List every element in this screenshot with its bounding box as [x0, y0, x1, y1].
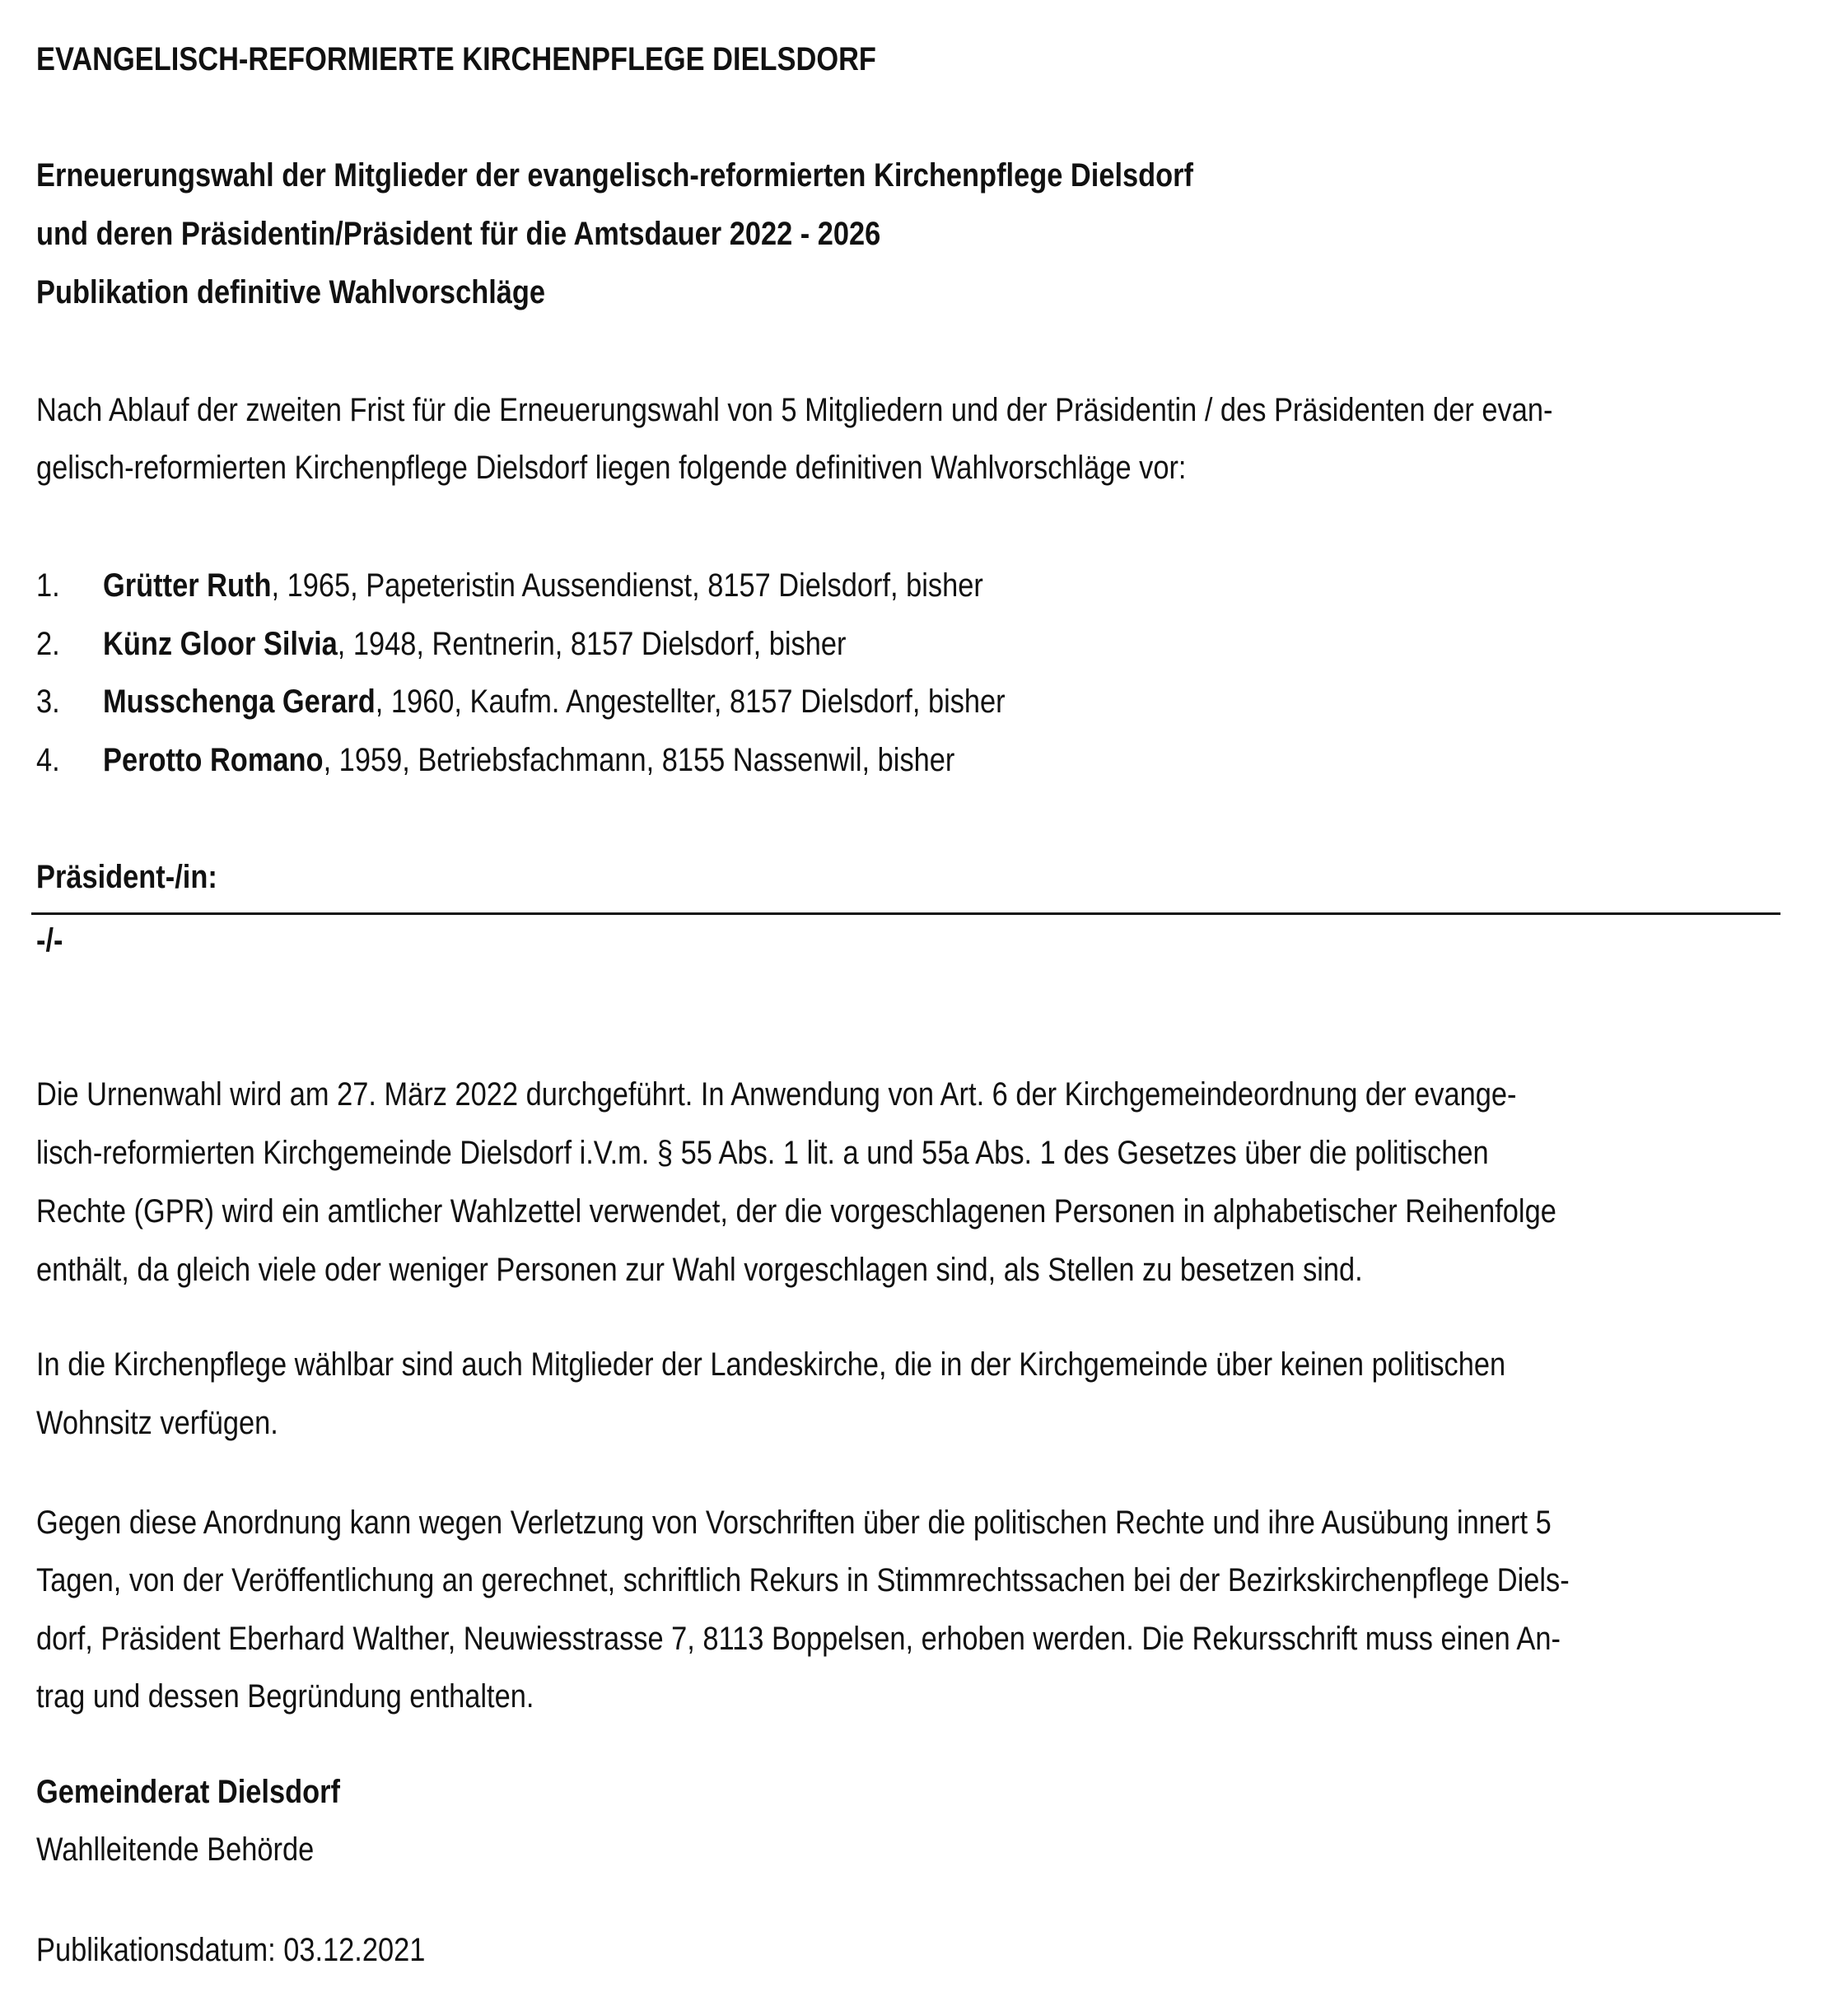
president-value: -/-: [36, 922, 63, 959]
candidate-entry: [103, 621, 846, 667]
candidate-details: , 1965, Papeteristin Aussendienst, 8157 Dielsdorf, bisher: [271, 567, 983, 604]
president-heading: Präsident-/in:: [36, 859, 217, 895]
intro-line-2: gelisch-reformierten Kirchenpflege Dielsdorf liegen folgende definitiven Wahlvorschläge vor:: [36, 450, 1187, 486]
paragraph-3-line-3: dorf, Präsident Eberhard Walther, Neuwiesstrasse 7, 8113 Boppelsen, erhoben werden. Die Rekursschrift muss einen An-: [36, 1621, 1561, 1657]
paragraph-1-line-4: enthält, da gleich viele oder weniger Personen zur Wahl vorgeschlagen sind, als Stellen zu besetzen sind.: [36, 1252, 1363, 1288]
candidate-details: , 1960, Kaufm. Angestellter, 8157 Dielsdorf, bisher: [375, 684, 1006, 720]
organization-heading: EVANGELISCH-REFORMIERTE KIRCHENPFLEGE DIELSDORF: [36, 41, 876, 77]
candidate-number: 1.: [36, 567, 60, 604]
paragraph-1-line-1: Die Urnenwahl wird am 27. März 2022 durchgeführt. In Anwendung von Art. 6 der Kirchgemeindeordnung der evange-: [36, 1076, 1517, 1113]
intro-line-1: Nach Ablauf der zweiten Frist für die Erneuerungswahl von 5 Mitgliedern und der Präsidentin / des Präsidenten der evan-: [36, 392, 1553, 428]
document-page: [36, 0, 1782, 2011]
paragraph-1-line-3: Rechte (GPR) wird ein amtlicher Wahlzettel verwendet, der die vorgeschlagenen Personen in alphabetischer Reihenfolge: [36, 1193, 1556, 1229]
paragraph-2-line-1: In die Kirchenpflege wählbar sind auch Mitglieder der Landeskirche, die in der Kirchgemeinde über keinen politischen: [36, 1346, 1506, 1383]
candidate-name: Perotto Romano: [103, 742, 324, 778]
paragraph-3-line-2: Tagen, von der Veröffentlichung an gerechnet, schriftlich Rekurs in Stimmrechtssachen bei der Bezirkskirchenpflege Diels-: [36, 1562, 1570, 1598]
paragraph-3-line-1: Gegen diese Anordnung kann wegen Verletzung von Vorschriften über die politischen Rechte und ihre Ausübung innert 5: [36, 1505, 1552, 1541]
paragraph-2-line-2: Wohnsitz verfügen.: [36, 1405, 278, 1441]
candidate-details: , 1948, Rentnerin, 8157 Dielsdorf, bisher: [337, 626, 847, 662]
title-line-2: und deren Präsidentin/Präsident für die Amtsdauer 2022 - 2026: [36, 216, 881, 252]
candidate-entry: [103, 562, 983, 609]
authority-role: Wahlleitende Behörde: [36, 1831, 315, 1868]
publication-date: Publikationsdatum: 03.12.2021: [36, 1932, 426, 1968]
candidate-name: Grütter Ruth: [103, 567, 272, 604]
candidate-entry: [103, 679, 1006, 725]
candidate-entry: [103, 737, 954, 783]
paragraph-1-line-2: lisch-reformierten Kirchgemeinde Dielsdorf i.V.m. § 55 Abs. 1 lit. a und 55a Abs. 1 des Gesetzes über die politischen: [36, 1135, 1489, 1171]
candidate-number: 2.: [36, 626, 60, 662]
title-line-3: Publikation definitive Wahlvorschläge: [36, 274, 546, 310]
candidate-number: 4.: [36, 742, 60, 778]
candidate-name: Musschenga Gerard: [103, 684, 376, 720]
divider: [31, 912, 1780, 915]
candidate-number: 3.: [36, 684, 60, 720]
paragraph-3-line-4: trag und dessen Begründung enthalten.: [36, 1678, 534, 1715]
candidate-name: Künz Gloor Silvia: [103, 626, 338, 662]
candidate-details: , 1959, Betriebsfachmann, 8155 Nassenwil, bisher: [323, 742, 955, 778]
authority-name: Gemeinderat Dielsdorf: [36, 1774, 340, 1810]
title-line-1: Erneuerungswahl der Mitglieder der evangelisch-reformierten Kirchenpflege Dielsdorf: [36, 157, 1194, 194]
